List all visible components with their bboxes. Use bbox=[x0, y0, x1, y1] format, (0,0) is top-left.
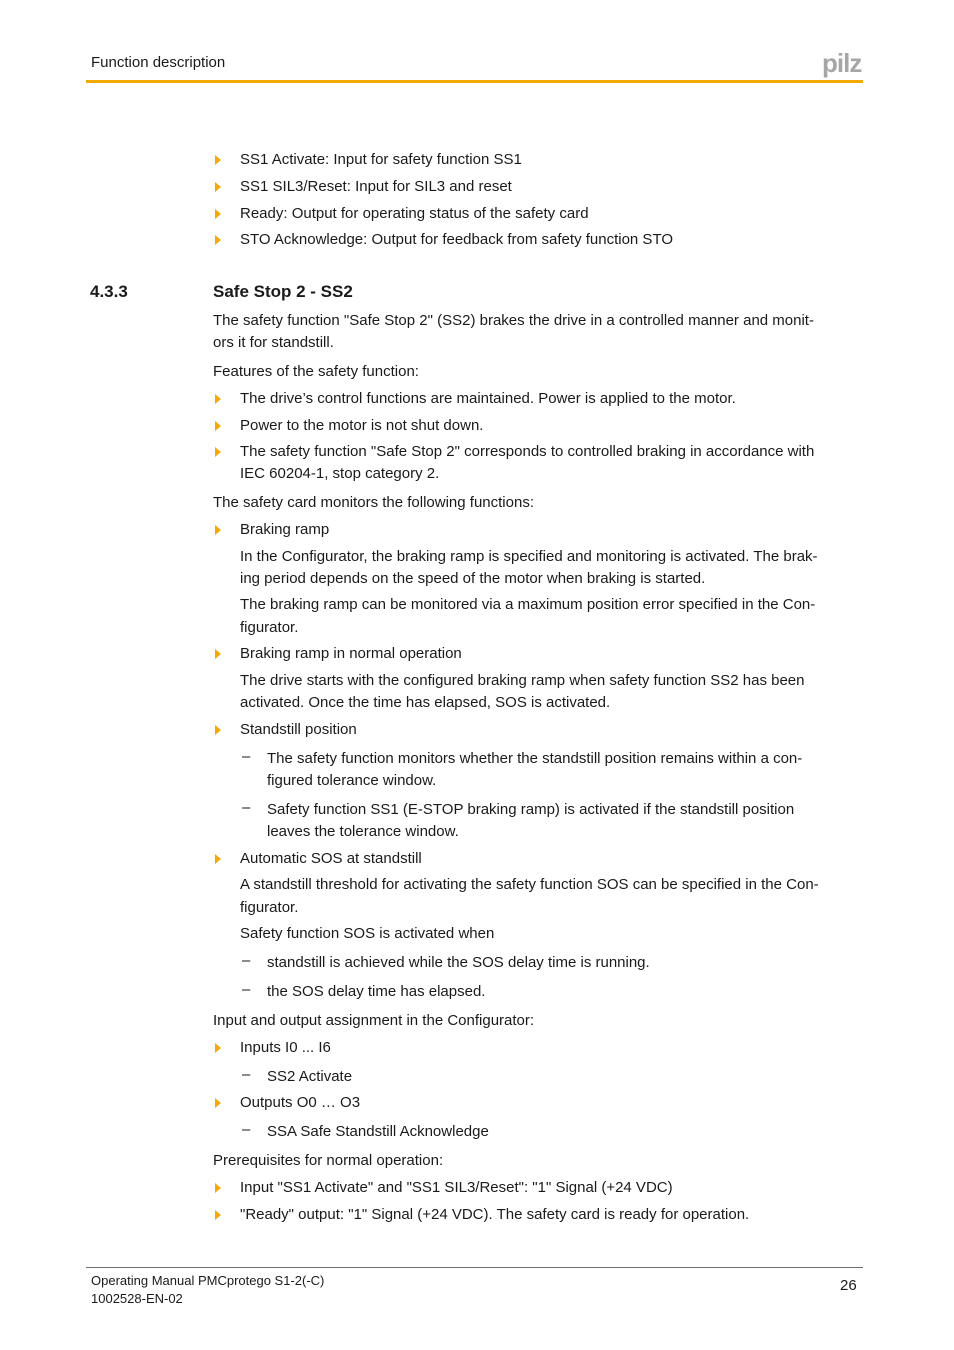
page-number: 26 bbox=[840, 1277, 857, 1294]
bullet-icon bbox=[215, 649, 221, 659]
monitor-title: Standstill position bbox=[240, 721, 357, 738]
dash-icon: – bbox=[242, 748, 251, 765]
feature-item: The drive’s control functions are maintained. Power is applied to the motor. bbox=[240, 390, 736, 407]
bullet-icon bbox=[215, 235, 221, 245]
feature-item: Power to the motor is not shut down. bbox=[240, 417, 484, 434]
monitor-text: activated. Once the time has elapsed, SOS is activated. bbox=[240, 694, 611, 711]
monitor-text: ing period depends on the speed of the motor when braking is started. bbox=[240, 570, 706, 587]
list-item: SS1 Activate: Input for safety function SS1 bbox=[240, 151, 522, 168]
footer-manual-title: Operating Manual PMCprotego S1-2(-C) bbox=[91, 1273, 325, 1288]
monitor-text: A standstill threshold for activating the safety function SOS can be specified in the Con- bbox=[240, 876, 819, 893]
io-item: Outputs O0 … O3 bbox=[240, 1094, 361, 1111]
sub-item: figured tolerance window. bbox=[267, 772, 437, 789]
monitor-text: In the Configurator, the braking ramp is specified and monitoring is activated. The brak- bbox=[240, 548, 818, 565]
monitor-text: Safety function SOS is activated when bbox=[240, 925, 495, 942]
bullet-icon bbox=[215, 155, 221, 165]
sub-item: leaves the tolerance window. bbox=[267, 823, 459, 840]
bullet-icon bbox=[215, 421, 221, 431]
feature-item: The safety function "Safe Stop 2" corresponds to controlled braking in accordance with bbox=[240, 443, 815, 460]
bullet-icon bbox=[215, 447, 221, 457]
dash-icon: – bbox=[242, 981, 251, 998]
list-item: Ready: Output for operating status of the safety card bbox=[240, 205, 589, 222]
monitor-text: The braking ramp can be monitored via a maximum position error specified in the Con- bbox=[240, 596, 816, 613]
bullet-icon bbox=[215, 725, 221, 735]
bullet-icon bbox=[215, 182, 221, 192]
footer-rule bbox=[86, 1267, 863, 1268]
dash-icon: – bbox=[242, 1121, 251, 1138]
prereq-item: Input "SS1 Activate" and "SS1 SIL3/Reset": "1" Signal (+24 VDC) bbox=[240, 1179, 673, 1196]
sub-item: Safety function SS1 (E-STOP braking ramp) is activated if the standstill position bbox=[267, 801, 795, 818]
monitor-title: Braking ramp bbox=[240, 521, 330, 538]
monitor-text: figurator. bbox=[240, 899, 299, 916]
intro-text: ors it for standstill. bbox=[213, 334, 334, 351]
bullet-icon bbox=[215, 394, 221, 404]
dash-icon: – bbox=[242, 799, 251, 816]
pilz-logo bbox=[822, 50, 864, 78]
running-header: Function description bbox=[91, 54, 226, 71]
bullet-icon bbox=[215, 1098, 221, 1108]
prereq-item: "Ready" output: "1" Signal (+24 VDC). The safety card is ready for operation. bbox=[240, 1206, 750, 1223]
bullet-icon bbox=[215, 1183, 221, 1193]
footer-doc-id: 1002528-EN-02 bbox=[91, 1291, 183, 1306]
section-number: 4.3.3 bbox=[90, 282, 128, 301]
dash-icon: – bbox=[242, 1066, 251, 1083]
bullet-icon bbox=[215, 209, 221, 219]
list-item: SS1 SIL3/Reset: Input for SIL3 and reset bbox=[240, 178, 512, 195]
io-label: Input and output assignment in the Configurator: bbox=[213, 1012, 535, 1029]
bullet-icon bbox=[215, 854, 221, 864]
pilz-logo-text: pilz bbox=[822, 50, 862, 78]
list-item: STO Acknowledge: Output for feedback from safety function STO bbox=[240, 231, 674, 248]
monitor-text: figurator. bbox=[240, 619, 299, 636]
sub-item: standstill is achieved while the SOS delay time is running. bbox=[267, 954, 650, 971]
monitors-label: The safety card monitors the following functions: bbox=[213, 494, 534, 511]
monitor-title: Braking ramp in normal operation bbox=[240, 645, 462, 662]
bullet-icon bbox=[215, 1043, 221, 1053]
dash-icon: – bbox=[242, 952, 251, 969]
feature-item-cont: IEC 60204-1, stop category 2. bbox=[240, 465, 440, 482]
section-title: Safe Stop 2 - SS2 bbox=[213, 282, 353, 301]
io-item: Inputs I0 ... I6 bbox=[240, 1039, 331, 1056]
monitor-text: The drive starts with the configured braking ramp when safety function SS2 has been bbox=[240, 672, 805, 689]
io-sub-item: SSA Safe Standstill Acknowledge bbox=[267, 1123, 489, 1140]
bullet-icon bbox=[215, 1210, 221, 1220]
io-sub-item: SS2 Activate bbox=[267, 1068, 353, 1085]
prereq-label: Prerequisites for normal operation: bbox=[213, 1152, 444, 1169]
sub-item: The safety function monitors whether the standstill position remains within a con- bbox=[267, 750, 803, 767]
header-rule bbox=[86, 80, 863, 83]
bullet-icon bbox=[215, 525, 221, 535]
monitor-title: Automatic SOS at standstill bbox=[240, 850, 422, 867]
sub-item: the SOS delay time has elapsed. bbox=[267, 983, 486, 1000]
features-label: Features of the safety function: bbox=[213, 363, 419, 380]
intro-text: The safety function "Safe Stop 2" (SS2) brakes the drive in a controlled manner and monit- bbox=[213, 312, 814, 329]
